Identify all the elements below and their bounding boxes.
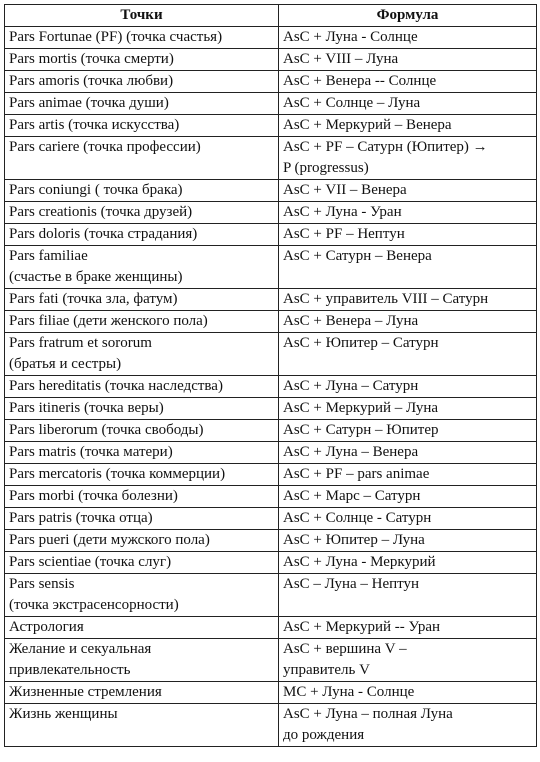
table-row [5,486,537,508]
table-row [5,27,537,49]
formula-cell: AsC – Луна – Нептун [279,574,537,617]
point-cell: Pars fati (точка зла, фатум) [5,289,279,311]
formula-cell: AsC + управитель VIII – Сатурн [279,289,537,311]
table-header-row [5,5,537,27]
formula-cell: AsC + Сатурн – Юпитер [279,420,537,442]
table-row [5,49,537,71]
point-cell: Pars coniungi ( точка брака) [5,180,279,202]
formula-cell: AsC + Луна – Сатурн [279,376,537,398]
point-cell: Pars liberorum (точка свободы) [5,420,279,442]
point-cell: Жизнь женщины [5,704,279,747]
formula-cell: AsC + Луна - Уран [279,202,537,224]
formula-cell: AsC + Луна - Солнце [279,27,537,49]
formula-cell: AsC + Меркурий -- Уран [279,617,537,639]
table-row [5,682,537,704]
formula-cell: AsC + Луна – Венера [279,442,537,464]
header-points: Точки [5,5,279,27]
table-row [5,442,537,464]
table-row [5,137,537,180]
formula-cell: AsC + VIII – Луна [279,49,537,71]
formula-cell: AsC + Меркурий – Луна [279,398,537,420]
table-row [5,246,537,289]
formula-cell: AsC + PF – Сатурн (Юпитер) → P (progressus) [279,137,537,180]
table-row [5,617,537,639]
point-cell: Астрология [5,617,279,639]
table-row [5,180,537,202]
point-cell: Pars pueri (дети мужского пола) [5,530,279,552]
formula-cell: AsC + Сатурн – Венера [279,246,537,289]
table-row [5,71,537,93]
point-cell: Pars familiae (счастье в браке женщины) [5,246,279,289]
formula-cell: AsC + Солнце – Луна [279,93,537,115]
table-row [5,202,537,224]
table-row [5,333,537,376]
table-row [5,420,537,442]
formula-cell: AsC + Луна – полная Луна до рождения [279,704,537,747]
table-row [5,398,537,420]
point-cell: Pars doloris (точка страдания) [5,224,279,246]
point-cell: Pars creationis (точка друзей) [5,202,279,224]
table-row [5,704,537,747]
document-page [4,4,536,747]
point-cell: Pars cariere (точка профессии) [5,137,279,180]
point-cell: Pars patris (точка отца) [5,508,279,530]
formula-cell: AsC + Венера – Луна [279,311,537,333]
table-row [5,93,537,115]
table-row [5,376,537,398]
table-row [5,574,537,617]
point-cell: Pars mercatoris (точка коммерции) [5,464,279,486]
table-row [5,115,537,137]
point-cell: Pars morbi (точка болезни) [5,486,279,508]
formula-cell: AsC + Солнце - Сатурн [279,508,537,530]
point-cell: Pars hereditatis (точка наследства) [5,376,279,398]
table-row [5,530,537,552]
formula-cell: AsC + Марс – Сатурн [279,486,537,508]
formula-cell: AsC + Юпитер – Сатурн [279,333,537,376]
table-row [5,289,537,311]
point-cell: Pars sensis (точка экстрасенсорности) [5,574,279,617]
point-cell: Pars artis (точка искусства) [5,115,279,137]
point-cell: Жизненные стремления [5,682,279,704]
formula-cell: AsC + PF – Нептун [279,224,537,246]
point-cell: Pars Fortunae (PF) (точка счастья) [5,27,279,49]
formula-cell: AsC + VII – Венера [279,180,537,202]
formula-cell: AsC + Юпитер – Луна [279,530,537,552]
formula-cell: MC + Луна - Солнце [279,682,537,704]
formula-cell: AsC + PF – pars animae [279,464,537,486]
formula-cell: AsC + Венера -- Солнце [279,71,537,93]
formula-cell: AsC + Меркурий – Венера [279,115,537,137]
formula-cell: AsC + вершина V – управитель V [279,639,537,682]
table-row [5,311,537,333]
table-row [5,224,537,246]
table-row [5,508,537,530]
points-formula-table [4,4,537,747]
table-row [5,464,537,486]
point-cell: Pars mortis (точка смерти) [5,49,279,71]
point-cell: Pars matris (точка матери) [5,442,279,464]
point-cell: Pars filiae (дети женского пола) [5,311,279,333]
table-row [5,552,537,574]
point-cell: Pars amoris (точка любви) [5,71,279,93]
point-cell: Pars fratrum et sororum (братья и сестры) [5,333,279,376]
point-cell: Pars animae (точка души) [5,93,279,115]
table-row [5,639,537,682]
point-cell: Pars scientiae (точка слуг) [5,552,279,574]
formula-cell: AsC + Луна - Меркурий [279,552,537,574]
header-formula: Формула [279,5,537,27]
point-cell: Желание и секуальная привлекательность [5,639,279,682]
point-cell: Pars itineris (точка веры) [5,398,279,420]
